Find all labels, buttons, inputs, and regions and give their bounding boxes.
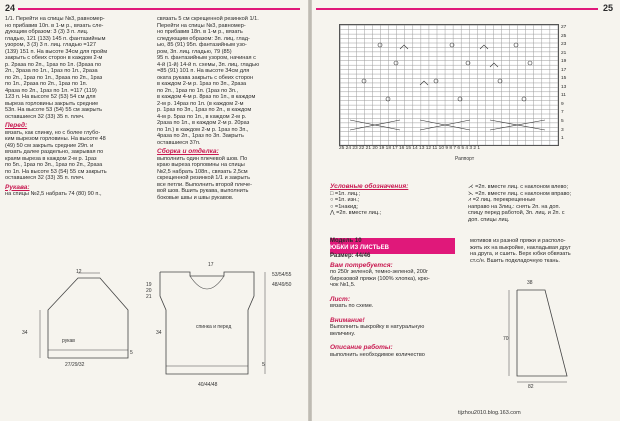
legend-item: ⋀ =2п. вместе лиц.; <box>330 210 382 216</box>
text-line: чок №1,5. <box>330 282 356 288</box>
text-line: (139) 151 п. На высоте 34см для пройм <box>5 48 108 55</box>
text-line: 95 п. фантазийным узором, начиная с <box>157 55 256 61</box>
text-line: краю выреза горловины на спицы <box>157 162 245 168</box>
text-line: оставшиеся 37п. <box>157 139 201 146</box>
text-line: дующим образом: 3 (3) 3 п. лиц. <box>5 29 89 35</box>
text-line: вой шов. Вшить рукава, выполнить <box>157 188 249 194</box>
legend-item: спицу перед работой, 3п. лиц. и 2п. с <box>468 210 565 216</box>
body-top-label: 17 <box>208 262 214 268</box>
legend-item: □ =1п. лиц.; <box>330 190 361 197</box>
page-number-left: 24 <box>5 3 16 13</box>
text-line: по 1п. На высоте 53 (54) 55 см закрыть <box>5 168 107 175</box>
work-text <box>330 352 465 359</box>
body-left-top-label: 19 <box>146 282 152 288</box>
page-number-right: 25 <box>603 3 614 13</box>
text-line: но прибавив 18п. в 1-м р., вязать <box>157 29 243 35</box>
front-heading: Перед: <box>5 122 28 129</box>
text-line: по 1п., 2раза по 2п., 1раз по 1п. <box>5 81 88 87</box>
watermark: tijzhou2010.blog.163.com <box>458 410 521 416</box>
sleeve-label: рукав <box>62 338 75 344</box>
body-right-top-label: 53/54/55 <box>272 272 292 278</box>
sleeve-instructions <box>5 191 153 198</box>
sleeve-top-label: 12 <box>76 269 82 275</box>
page-header-rule <box>18 8 300 10</box>
text-line: связать 5 см скрещенной резинкой 1/1. <box>157 16 259 22</box>
assembly-instructions <box>157 156 305 202</box>
front-instructions <box>5 130 153 182</box>
text-line: №2,5 набрать 108п., связать 2,5см <box>157 168 248 175</box>
sleeve-heading: Рукава: <box>5 183 30 191</box>
chart-row-number: 19 <box>561 59 567 65</box>
text-line: вязать по схеме. <box>330 303 374 309</box>
attention-heading: Внимание! <box>330 316 365 324</box>
body-bottom-label: 40/44/48 <box>198 382 218 388</box>
legend-item: ⩘ =2 лиц. перекрещенные <box>468 197 536 203</box>
text-line: ст.с/н. Вшить подкладочную ткань. <box>470 257 560 264</box>
materials-heading: Вам потребуется: <box>330 261 393 269</box>
chart-row-number: 27 <box>561 25 567 30</box>
text-line: бирюзовой пряжи (100% хлопка), крю- <box>330 275 430 282</box>
model-label: Модель 10 <box>330 238 362 244</box>
text-line: выполнить необходимое количество <box>330 351 425 358</box>
chart-row-number: 17 <box>561 67 567 73</box>
left-page <box>0 0 308 421</box>
text-line: Выполнить выкройку в натуральную <box>330 324 425 330</box>
pattern-text <box>330 303 465 310</box>
sleeve-height-label: 34 <box>22 330 28 336</box>
legend-item: доп. спицы лиц. <box>468 216 510 223</box>
text-line: 4раза по 2п., 1раз по 1п. =117 (119) <box>5 87 97 94</box>
legend-items-left <box>330 191 470 217</box>
chart-row-number: 7 <box>561 110 564 116</box>
body-left-mid-label: 20 <box>146 288 152 294</box>
chart-row-number: 3 <box>561 127 564 133</box>
text-line: в каждом 2-м р. 1раз по 3п., 2раза <box>157 81 247 87</box>
text-line: мотивов из разной пряжи и располо- <box>470 238 566 244</box>
pattern-heading: Лист: <box>330 295 350 303</box>
chart-row-number: 25 <box>561 33 567 39</box>
text-line: ью, 85 (91) 95п. фантазийным узо- <box>157 42 247 48</box>
skirt-pattern-diagram <box>495 278 605 393</box>
text-line: вязать далее раздельно, закрывая по <box>5 149 104 155</box>
chart-symbols <box>340 25 558 145</box>
text-line: 1/1. Перейти на спицы №3, равномер- <box>5 16 105 22</box>
legend-item: ○ =1накид; <box>330 203 358 210</box>
model-title: ЮБКИ ИЗ ЛИСТЬЕВ <box>330 244 389 251</box>
sleeve-bottom-label: 27/29/32 <box>65 362 85 368</box>
text-line: р. 1раз по 3п., 1раз по 2п., в каждом <box>157 107 252 113</box>
text-line: ким вырезом горловины. На высоте 48 <box>5 136 106 142</box>
text-line: выполнить один плечевой шов. По <box>157 155 248 162</box>
text-line: следующим образом: 3п. лиц. глад- <box>157 35 250 42</box>
materials-text <box>330 269 465 289</box>
text-line: 2раза по 1п., в каждом 2-м р. 20раз <box>157 120 250 126</box>
text-line: гладью, 121 (133) 145 п. фантазийным <box>5 35 106 42</box>
body-rib-label: 5 <box>262 362 265 368</box>
attention-text <box>330 324 465 337</box>
text-line: оката рукава закрыть с обеих сторон <box>157 74 254 81</box>
sleeve-continued <box>157 16 305 146</box>
text-line: краям выреза в каждом 2-м р. 1раз <box>5 155 97 162</box>
chart-row-number: 13 <box>561 84 567 90</box>
chart-row-number: 1 <box>561 136 564 142</box>
text-line: по 1п.) в каждом 2-м р. 1раз по 3п., <box>157 126 249 133</box>
text-line: жить их на выкройке, накладывая друг <box>470 244 571 251</box>
skirt-top-label: 38 <box>527 280 533 286</box>
chart-row-numbers <box>561 24 566 144</box>
text-line: 53п. На высоте 53 (54) 55 см закрыть <box>5 107 103 113</box>
text-line: все петли. Выполнить второй плече- <box>157 181 253 188</box>
text-line: 2п., 3раза по 1п., 1раз по 1п., 2раза <box>5 68 98 74</box>
text-line: 2-м р. 14раз по 1п. (в каждом 2-м <box>157 100 244 107</box>
chart-row-number: 15 <box>561 76 567 82</box>
legend-heading: Условные обозначения: <box>330 183 409 190</box>
text-line: вязать, как спинку, но с более глубо- <box>5 129 101 136</box>
chart-column-numbers: 25 24 23 22 21 20 19 18 17 16 15 14 13 12 11 10 9 8 7 6 5 4 3 2 1 <box>339 146 481 151</box>
legend-left <box>330 184 470 217</box>
text-line: но прибавив 10п. в 1-м р., вязать сле- <box>5 22 104 29</box>
text-line: закрыть с обеих сторон в каждом 2-м <box>5 55 103 61</box>
legend-item: ⋌ =2п. вместе лиц. с наклоном влево; <box>468 184 569 190</box>
right-column-2 <box>470 238 615 264</box>
skirt-side-label: 70 <box>503 336 509 342</box>
body-right-mid-label: 48/49/50 <box>272 282 292 288</box>
text-line: выреза горловины закрыть средние <box>5 100 99 107</box>
knitting-chart <box>339 24 559 146</box>
text-line: оставшиеся 32 (33) 35 п. плеч. <box>5 113 85 120</box>
chart-row-number: 23 <box>561 42 567 48</box>
body-left-bottom-label: 21 <box>146 294 152 300</box>
skirt-bottom-label: 82 <box>528 384 534 390</box>
left-column-2 <box>157 16 305 201</box>
text-line: на спицы №2,5 набрать 74 (80) 90 п., <box>5 191 102 197</box>
text-line: 123 п. На высоте 52 (53) 54 см для <box>5 94 96 100</box>
text-line: (49) 50 см закрыть средние 29п. и <box>5 142 94 149</box>
legend-items-right <box>468 184 616 223</box>
text-line: узором, 3 (3) 3 п. лиц. гладью =127 <box>5 42 96 48</box>
rapport-label: Раппорт <box>455 156 475 162</box>
left-column-1 <box>5 16 153 198</box>
text-line: оставшиеся 32 (33) 35 п. плеч. <box>5 175 85 181</box>
legend-item: ○ =1п. изн.; <box>330 197 360 203</box>
text-line: в каждом 4-м р. 8раз по 1п., в каждом <box>157 94 256 100</box>
sleeve-pattern-diagram <box>20 268 140 388</box>
model-size: Размер: 44/46 <box>330 253 371 259</box>
text-line: Перейти на спицы №3, равномер- <box>157 22 246 29</box>
text-line: по 2п., 1раз по 1п. (1раз по 3п., <box>157 87 239 94</box>
text-line: величину. <box>330 330 356 337</box>
text-line: по 2п., 1раз по 1п., 3раза по 2п., 1раз <box>5 74 103 81</box>
text-line: боковые швы и швы рукавов. <box>157 194 234 201</box>
body-label: спинка и перед <box>196 324 232 330</box>
assembly-heading: Сборка и отделка: <box>157 148 219 155</box>
text-line: 4раза по 2п., 1раз по 3п. Закрыть <box>157 133 244 139</box>
text-line: по 5п., 1раз по 3п., 1раз по 2п., 2раза <box>5 162 103 168</box>
chart-row-number: 11 <box>561 93 566 99</box>
legend-item: ⋋ =2п. вместе лиц. с наклоном вправо; <box>468 190 572 197</box>
text-line: скрещенной резинкой 1/1 и закрыть <box>157 175 251 181</box>
work-heading: Описание работы: <box>330 344 393 351</box>
sleeve-cuff-label: 5 <box>130 350 133 356</box>
chart-row-number: 9 <box>561 101 564 107</box>
text-line: на друга, и сшить. Верх юбки обвязать <box>470 251 571 257</box>
text-line: ром, 3п. лиц. гладью, 79 (85) <box>157 48 232 55</box>
text-line: по 250г зеленой, темно-зеленой, 200г <box>330 269 428 275</box>
text-line: 4-м р. 5раз по 1п., в каждом 2-м р. <box>157 113 247 120</box>
text-line: р. 2раза по 2п., 1раз по 1п. (3раза по <box>5 61 102 68</box>
page-header-rule <box>316 8 598 10</box>
text-line: 4-й (1-й) 14-й п. схемы, 3п. лиц. гладью <box>157 61 260 68</box>
model-info <box>330 238 465 358</box>
legend-item: направо на 3лиц.: снять 2п. на доп. <box>468 203 561 210</box>
chart-row-number: 21 <box>561 50 567 56</box>
chart-row-number: 5 <box>561 119 564 125</box>
back-instructions <box>5 16 153 120</box>
text-line: =85 (91) 101 п. На высоте 34см для <box>157 68 250 74</box>
body-side-label: 34 <box>156 330 162 336</box>
